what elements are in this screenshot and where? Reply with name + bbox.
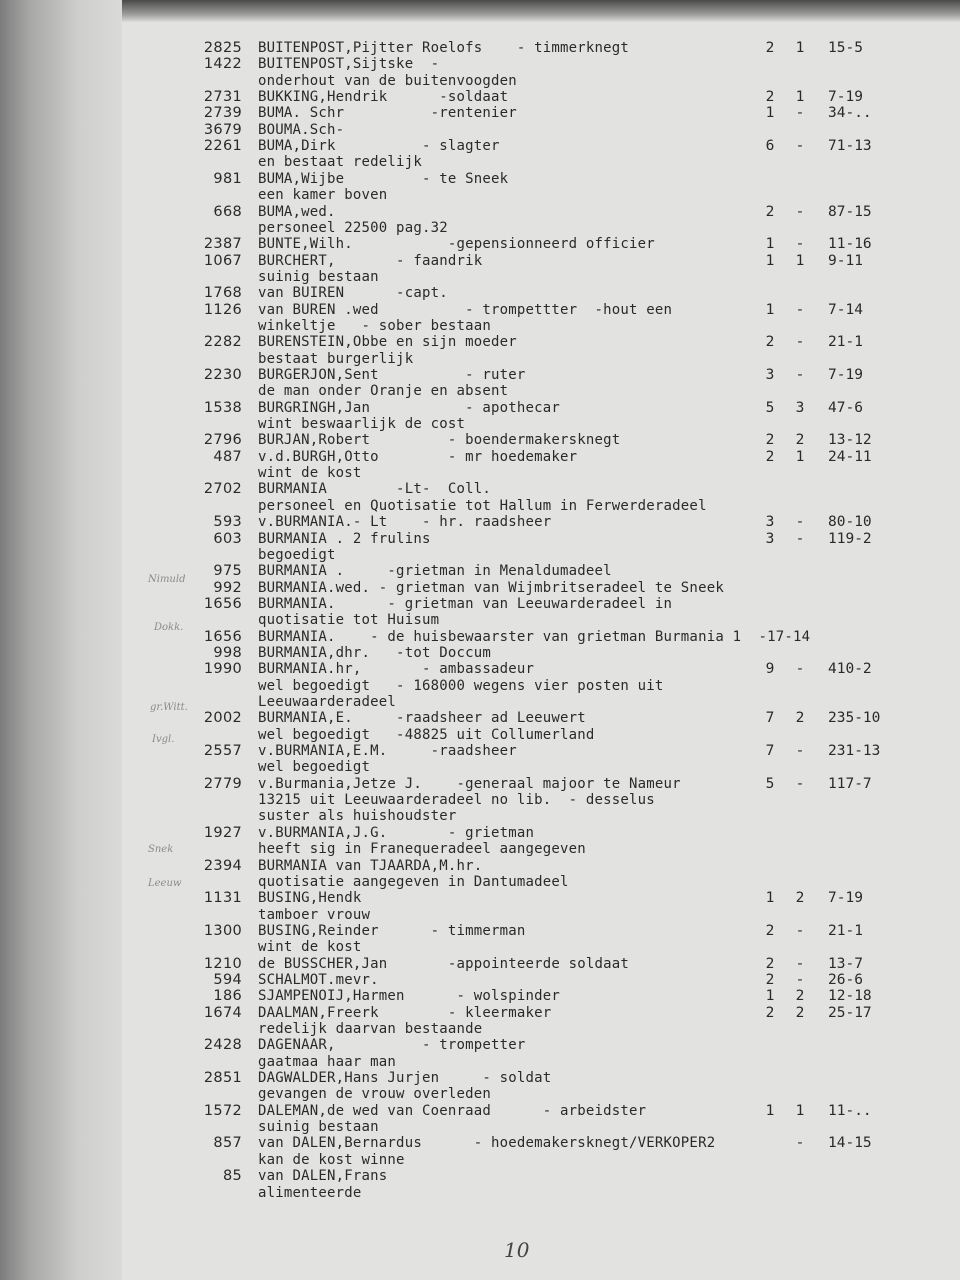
entry-count-2: 1 — [795, 448, 805, 465]
entry-number: 2779 — [203, 775, 242, 792]
entry-note-line — [0, 416, 960, 432]
entry-number: 998 — [213, 644, 242, 661]
entry-note: tamboer vrouw — [258, 906, 371, 923]
entry-number: 2394 — [203, 857, 242, 874]
entry-count-2: - — [795, 971, 805, 988]
entry-number: 2557 — [203, 743, 242, 760]
entry-name-occupation: BURMANIA van TJAARDA,M.hr. — [258, 857, 483, 874]
entry-number: 1656 — [203, 595, 242, 612]
entry-count-1: 2 — [765, 971, 775, 988]
entry-amount: 34-.. — [828, 105, 872, 122]
entry-count-1: 1 — [765, 105, 775, 122]
entry-amount: 9-11 — [828, 252, 863, 269]
register-entry — [0, 432, 960, 448]
entry-count-2: 2 — [795, 890, 805, 907]
entry-name-occupation: de BUSSCHER,Jan -appointeerde soldaat — [258, 955, 630, 972]
entry-note: en bestaat redelijk — [258, 154, 422, 171]
entry-name-occupation: DAALMAN,Freerk - kleermaker — [258, 1004, 552, 1021]
entry-name-occupation: van BUIREN -capt. — [258, 285, 448, 302]
entry-amount: 87-15 — [828, 203, 872, 220]
entry-number: 1422 — [203, 56, 242, 73]
register-entry — [0, 890, 960, 906]
register-entry — [0, 1005, 960, 1021]
entry-note-line — [0, 269, 960, 285]
entry-number: 594 — [213, 971, 242, 988]
entry-number: 2731 — [203, 89, 242, 106]
entry-note: suinig bestaan — [258, 1119, 379, 1136]
entry-name-occupation: BUSING,Reinder - timmerman — [258, 922, 526, 939]
entry-note: een kamer boven — [258, 187, 388, 204]
entry-note: personeel 22500 pag.32 — [258, 219, 448, 236]
entry-number: 1067 — [203, 252, 242, 269]
entry-count-2: - — [795, 955, 805, 972]
entry-count-1: 2 — [765, 955, 775, 972]
entry-count-2: - — [795, 301, 805, 318]
entry-number: 1768 — [203, 285, 242, 302]
register-entry — [0, 138, 960, 154]
register-entry — [0, 596, 960, 612]
register-entry — [0, 710, 960, 726]
entry-count-1: 6 — [765, 138, 775, 155]
entry-count-1: 3 — [765, 530, 775, 547]
entry-count-1: 1 — [765, 1102, 775, 1119]
entry-number: 668 — [213, 203, 242, 220]
entry-note-line — [0, 808, 960, 824]
entry-number: 1572 — [203, 1102, 242, 1119]
entry-number: 1131 — [203, 890, 242, 907]
register-entry — [0, 514, 960, 530]
entry-number: 2282 — [203, 334, 242, 351]
entry-number: 2428 — [203, 1037, 242, 1054]
entry-amount: 117-7 — [828, 775, 872, 792]
entry-count-2: - — [795, 138, 805, 155]
entry-number: 857 — [213, 1135, 242, 1152]
margin-note: Leeuw — [148, 878, 182, 889]
entry-note: suinig bestaan — [258, 268, 379, 285]
entry-number: 2387 — [203, 236, 242, 253]
entry-note-line — [0, 1152, 960, 1168]
entry-count-1: 7 — [765, 743, 775, 760]
entry-number: 487 — [213, 448, 242, 465]
register-entry — [0, 105, 960, 121]
entry-amount: 12-18 — [828, 988, 872, 1005]
entry-note-line — [0, 1185, 960, 1201]
register-entry — [0, 253, 960, 269]
entry-name-occupation: BURMANIA -Lt- Coll. — [258, 481, 491, 498]
entry-note: Leeuwaarderadeel — [258, 694, 397, 710]
entry-number: 2851 — [203, 1070, 242, 1087]
register-entry — [0, 988, 960, 1004]
entry-count-2: 2 — [795, 1004, 805, 1021]
register-entry — [0, 858, 960, 874]
entry-number: 1126 — [203, 301, 242, 318]
entry-note: wint de kost — [258, 939, 362, 956]
entry-name-occupation: BURGERJON,Sent - ruter — [258, 367, 526, 383]
register-entry — [0, 531, 960, 547]
entry-amount: 11-.. — [828, 1102, 872, 1119]
entry-number: 2702 — [203, 481, 242, 498]
entry-count-2: 2 — [795, 432, 805, 449]
entry-count-2: 1 — [795, 89, 805, 106]
register-entry — [0, 825, 960, 841]
register-entry — [0, 1135, 960, 1151]
entry-note-line — [0, 612, 960, 628]
entry-amount: 7-19 — [828, 890, 863, 907]
entry-note: quotisatie tot Huisum — [258, 612, 440, 629]
entry-name-occupation: BUMA,Wijbe - te Sneek — [258, 170, 509, 187]
entry-count-1: 1 — [765, 988, 775, 1005]
entry-name-occupation: BUMA,wed. — [258, 203, 336, 220]
entry-note-line — [0, 465, 960, 481]
entry-note-line — [0, 694, 960, 710]
entry-note: wel begoedigt - 168000 wegens vier posten uit — [258, 677, 664, 694]
entry-amount: 26-6 — [828, 971, 863, 988]
register-entry — [0, 580, 960, 596]
entry-name-occupation: SJAMPENOIJ,Harmen - wolspinder — [258, 988, 561, 1005]
entry-name-occupation: DAGWALDER,Hans Jurjen - soldat — [258, 1070, 552, 1087]
entry-name-occupation: van BUREN .wed - trompettter -hout een — [258, 301, 673, 318]
entry-note: gevangen de vrouw overleden — [258, 1086, 491, 1103]
entry-number: 992 — [213, 579, 242, 596]
margin-note: Ivgl. — [152, 734, 175, 745]
entry-count-2: 3 — [795, 399, 805, 416]
margin-note: Nimuld — [148, 574, 186, 585]
entry-number: 593 — [213, 514, 242, 531]
entry-count-1: 2 — [765, 1004, 775, 1021]
page-number: 10 — [504, 1238, 530, 1262]
register-entry — [0, 563, 960, 579]
entry-count-2: - — [795, 334, 805, 351]
entry-name-occupation: BURMANIA. - de huisbewaarster van grietman Burmania 1 -17-14 — [258, 628, 811, 645]
entry-name-occupation: BURGRINGH,Jan - apothecar — [258, 399, 561, 416]
entry-number: 1210 — [203, 955, 242, 972]
entry-number: 981 — [213, 170, 242, 187]
register-entry — [0, 923, 960, 939]
entry-number: 2796 — [203, 432, 242, 449]
entry-name-occupation: BURMANIA . 2 frulins — [258, 530, 431, 547]
entry-count-2: - — [795, 514, 805, 531]
entry-count-1: 9 — [765, 661, 775, 678]
register-entry — [0, 302, 960, 318]
entry-number: 1656 — [203, 628, 242, 645]
entry-note-line — [0, 874, 960, 890]
entry-amount: 235-10 — [828, 710, 881, 727]
entry-note-line — [0, 498, 960, 514]
entry-name-occupation: BURJAN,Robert - boendermakersknegt — [258, 432, 621, 449]
register-entry — [0, 122, 960, 138]
entry-note: winkeltje - sober bestaan — [258, 317, 491, 334]
entry-count-1: 2 — [765, 432, 775, 449]
entry-count-2: 2 — [795, 710, 805, 727]
entry-count-2: - — [795, 922, 805, 939]
entry-number: 2739 — [203, 105, 242, 122]
entry-number: 2261 — [203, 138, 242, 155]
entry-count-2: - — [795, 743, 805, 760]
entry-note: wel begoedigt — [258, 759, 371, 776]
entry-count-1: 3 — [765, 514, 775, 531]
register-entry — [0, 956, 960, 972]
entry-note: redelijk daarvan bestaande — [258, 1021, 483, 1037]
entry-amount: 15-5 — [828, 40, 863, 56]
entry-amount: 80-10 — [828, 514, 872, 531]
entry-count-1: 1 — [765, 301, 775, 318]
register-entry — [0, 56, 960, 72]
entry-name-occupation: BUMA. Schr -rentenier — [258, 105, 517, 122]
entry-name-occupation: BURMANIA.hr, - ambassadeur — [258, 661, 535, 678]
entry-note: quotisatie aangegeven in Dantumadeel — [258, 873, 569, 890]
entry-note-line — [0, 1086, 960, 1102]
entry-count-2: - — [795, 367, 805, 383]
register-entry — [0, 171, 960, 187]
register-entry — [0, 481, 960, 497]
entry-count-2: - — [795, 203, 805, 220]
register-entry — [0, 661, 960, 677]
register-entry — [0, 629, 960, 645]
entry-name-occupation: BUSING,Hendk — [258, 890, 362, 907]
register-entry — [0, 449, 960, 465]
entry-number: 603 — [213, 530, 242, 547]
entry-name-occupation: v.d.BURGH,Otto - mr hoedemaker — [258, 448, 578, 465]
entry-count-1: 1 — [765, 890, 775, 907]
entry-note-line — [0, 678, 960, 694]
entry-count-2: - — [795, 1135, 805, 1152]
entry-count-2: - — [795, 530, 805, 547]
entry-count-1: 5 — [765, 775, 775, 792]
entry-count-1: 2 — [765, 40, 775, 56]
entry-note: begoedigt — [258, 546, 336, 563]
entry-note: de man onder Oranje en absent — [258, 383, 509, 400]
entry-name-occupation: BURCHERT, - faandrik — [258, 252, 483, 269]
margin-note: gr.Witt. — [150, 702, 188, 713]
register-entry — [0, 1037, 960, 1053]
entry-note-line — [0, 727, 960, 743]
entry-count-2: - — [795, 236, 805, 253]
register-entry — [0, 285, 960, 301]
entry-name-occupation: v.BURMANIA,E.M. -raadsheer — [258, 743, 517, 760]
register-entry — [0, 1070, 960, 1086]
entry-number: 1674 — [203, 1004, 242, 1021]
entry-amount: 21-1 — [828, 334, 863, 351]
entry-note-line — [0, 1054, 960, 1070]
entry-note-line — [0, 220, 960, 236]
entry-note-line — [0, 907, 960, 923]
register-entry — [0, 236, 960, 252]
entry-count-2: 2 — [795, 988, 805, 1005]
register-entry — [0, 743, 960, 759]
entry-name-occupation: v.Burmania,Jetze J. -generaal majoor te Nameur — [258, 775, 681, 792]
entry-note: heeft sig in Franequeradeel aangegeven — [258, 841, 586, 858]
entry-number: 1300 — [203, 922, 242, 939]
entry-name-occupation: van DALEN,Bernardus - hoedemakersknegt/VERKOPER2 — [258, 1135, 716, 1152]
entry-count-1: 1 — [765, 252, 775, 269]
entry-note: personeel en Quotisatie tot Hallum in Ferwerderadeel — [258, 497, 707, 514]
entry-name-occupation: BURMANIA. - grietman van Leeuwarderadeel in — [258, 595, 673, 612]
entry-amount: 25-17 — [828, 1004, 872, 1021]
entry-name-occupation: v.BURMANIA,J.G. - grietman — [258, 824, 535, 841]
entry-name-occupation: DAGENAAR, - trompetter — [258, 1037, 526, 1054]
entry-name-occupation: BUNTE,Wilh. -gepensionneerd officier — [258, 236, 655, 253]
entry-amount: 410-2 — [828, 661, 872, 678]
register-entry — [0, 400, 960, 416]
entry-name-occupation: BURMANIA,E. -raadsheer ad Leeuwert — [258, 710, 586, 727]
entry-note-line — [0, 73, 960, 89]
entry-number: 186 — [213, 988, 242, 1005]
entry-note-line — [0, 1021, 960, 1037]
entry-note-line — [0, 383, 960, 399]
entry-count-2: - — [795, 105, 805, 122]
entry-count-1: 5 — [765, 399, 775, 416]
entry-number: 2002 — [203, 710, 242, 727]
entry-name-occupation: BUITENPOST,Sijtske - — [258, 56, 440, 73]
entry-amount: 7-19 — [828, 89, 863, 106]
entry-note-line — [0, 547, 960, 563]
entry-amount: 7-19 — [828, 367, 863, 383]
margin-note: Dokk. — [154, 622, 184, 633]
register-entry — [0, 645, 960, 661]
entry-number: 1927 — [203, 824, 242, 841]
register-entry — [0, 89, 960, 105]
entry-number: 85 — [222, 1168, 242, 1185]
entry-note-line — [0, 318, 960, 334]
entry-note: alimenteerde — [258, 1184, 362, 1201]
entry-note: wel begoedigt -48825 uit Collumerland — [258, 726, 595, 743]
entry-name-occupation: BUMA,Dirk - slagter — [258, 138, 500, 155]
entry-amount: 24-11 — [828, 448, 872, 465]
entry-count-2: 1 — [795, 40, 805, 56]
register-entry — [0, 334, 960, 350]
entry-note: bestaat burgerlijk — [258, 350, 414, 367]
entry-count-2: - — [795, 661, 805, 678]
entry-amount: 71-13 — [828, 138, 872, 155]
entry-count-2: - — [795, 775, 805, 792]
entry-amount: 119-2 — [828, 530, 872, 547]
entry-note-line — [0, 187, 960, 203]
entry-name-occupation: BURMANIA . -grietman in Menaldumadeel — [258, 563, 612, 580]
entry-amount: 13-12 — [828, 432, 872, 449]
entry-note: 13215 uit Leeuwaarderadeel no lib. - desselus — [258, 792, 655, 809]
entry-number: 1990 — [203, 661, 242, 678]
entry-amount: 13-7 — [828, 955, 863, 972]
entry-amount: 14-15 — [828, 1135, 872, 1152]
entry-note: gaatmaa haar man — [258, 1053, 397, 1070]
entry-count-1: 7 — [765, 710, 775, 727]
entry-count-1: 2 — [765, 203, 775, 220]
register-entry — [0, 972, 960, 988]
entry-count-1: 2 — [765, 922, 775, 939]
entry-name-occupation: v.BURMANIA.- Lt - hr. raadsheer — [258, 514, 552, 531]
entry-amount: 11-16 — [828, 236, 872, 253]
entry-note-line — [0, 841, 960, 857]
entry-count-2: 1 — [795, 1102, 805, 1119]
entry-note-line — [0, 939, 960, 955]
entry-name-occupation: BURMANIA.wed. - grietman van Wijmbritseradeel te Sneek — [258, 579, 724, 596]
entry-number: 975 — [213, 563, 242, 580]
register-entry — [0, 40, 960, 56]
entry-note: wint beswaarlijk de cost — [258, 416, 466, 433]
register-entry — [0, 367, 960, 383]
entry-name-occupation: van DALEN,Frans — [258, 1168, 388, 1185]
entry-note: wint de kost — [258, 465, 362, 482]
entry-note-line — [0, 351, 960, 367]
entry-count-1: 2 — [765, 448, 775, 465]
entry-note-line — [0, 759, 960, 775]
entry-name-occupation: BUKKING,Hendrik -soldaat — [258, 89, 509, 106]
entry-count-1: 2 — [765, 334, 775, 351]
entry-note-line — [0, 1119, 960, 1135]
entry-name-occupation: SCHALMOT.mevr. — [258, 971, 379, 988]
register-entry — [0, 1103, 960, 1119]
entry-amount: 7-14 — [828, 301, 863, 318]
entry-count-1: 2 — [765, 89, 775, 106]
entry-number: 2230 — [203, 367, 242, 383]
entry-number: 2825 — [203, 40, 242, 56]
register-entry — [0, 776, 960, 792]
register-entry — [0, 1168, 960, 1184]
entry-name-occupation: DALEMAN,de wed van Coenraad - arbeidster — [258, 1102, 647, 1119]
entry-name-occupation: BURMANIA,dhr. -tot Doccum — [258, 644, 491, 661]
entry-note: suster als huishoudster — [258, 808, 457, 825]
entry-count-2: 1 — [795, 252, 805, 269]
entry-amount: 21-1 — [828, 922, 863, 939]
entry-note: kan de kost winne — [258, 1151, 405, 1168]
register-entry — [0, 204, 960, 220]
entry-name-occupation: BUITENPOST,Pijtter Roelofs - timmerknegt — [258, 40, 630, 56]
entry-count-1: 1 — [765, 236, 775, 253]
entry-amount: 47-6 — [828, 399, 863, 416]
margin-note: Snek — [148, 844, 174, 855]
entry-note: onderhout van de buitenvoogden — [258, 72, 517, 89]
entry-amount: 231-13 — [828, 743, 881, 760]
entry-number: 1538 — [203, 399, 242, 416]
entry-name-occupation: BURENSTEIN,Obbe en sijn moeder — [258, 334, 517, 351]
entry-count-1: 3 — [765, 367, 775, 383]
entry-note-line — [0, 154, 960, 170]
entry-number: 3679 — [203, 121, 242, 138]
entry-note-line — [0, 792, 960, 808]
entry-name-occupation: BOUMA.Sch- — [258, 121, 345, 138]
